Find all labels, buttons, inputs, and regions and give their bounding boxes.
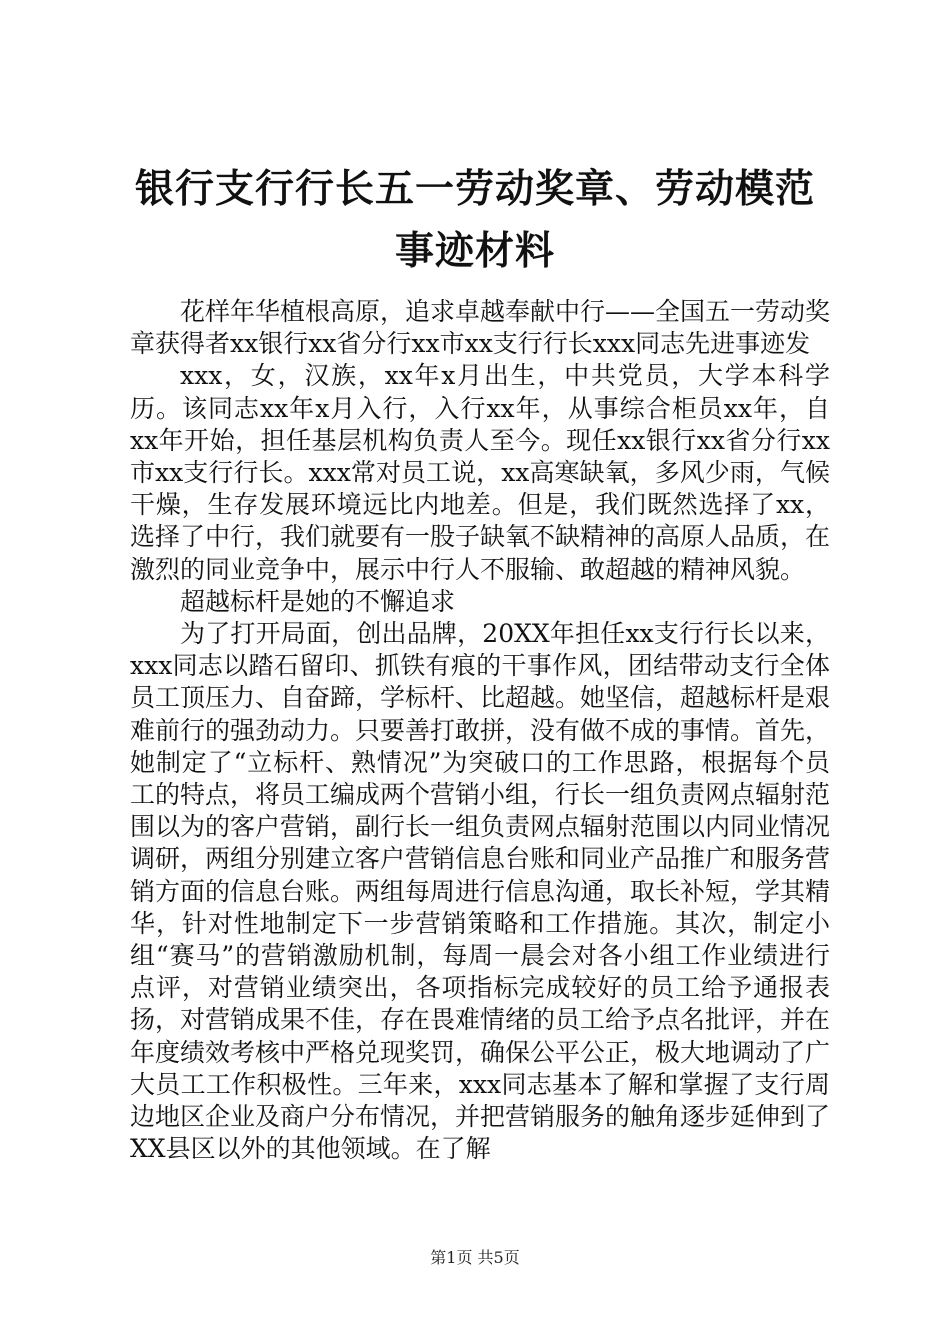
document-title: 银行支行行长五一劳动奖章、劳动模范事迹材料 (134, 166, 815, 274)
page-footer: 第1页 共5页 (430, 1248, 520, 1267)
section-heading: 超越标杆是她的不懈追求 (180, 586, 456, 616)
subtitle-paragraph: 花样年华植根高原，追求卓越奉献中行——全国五一劳动奖章获得者xx银行xx省分行xx市xx支行行长xxx同志先进事迹发 (130, 297, 831, 359)
body-paragraph: 为了打开局面，创出品牌，20XX年担任xx支行行长以来，xxx同志以踏石留印、抓铁有痕的干事作风，团结带动支行全体员工顶压力、自奋蹄，学标杆、比超越。她坚信，超越标杆是艰难前行的强劲动力。只要善打敢拼，没有做不成的事情。首先，她制定了“立标杆、熟情况”为突破口的工作思路，根据每个员工的特点，将员工编成两个营销小组，行长一组负责网点辐射范围以为的客户营销，副行长一组负责网点辐射范围以内同业情况调研，两组分别建立客户营销信息台账和同业产品推广和服务营销方面的信息台账。两组每周进行信息沟通，取长补短，学其精华，针对性地制定下一步营销策略和工作措施。其次，制定小组“赛马”的营销激励机制，每周一晨会对各小组工作业绩进行点评，对营销业绩突出，各项指标完成较好的员工给予通报表扬，对营销成果不佳，存在畏难情绪的员工给予点名批评，并在年度绩效考核中严格兑现奖罚，确保公平公正，极大地调动了广大员工工作积极性。三年来，xxx同志基本了解和掌握了支行周边地区企业及商户分布情况，并把营销服务的触角逐步延伸到了XX县区以外的其他领域。在了解 (130, 619, 831, 1164)
intro-paragraph: xxx，女，汉族，xx年x月出生，中共党员，大学本科学历。该同志xx年x月入行，入行xx年，从事综合柜员xx年，自xx年开始，担任基层机构负责人至今。现任xx银行xx省分行xx市xx支行行长。xxx常对员工说，xx高寒缺氧，多风少雨，气候干燥，生存发展环境远比内地差。但是，我们既然选择了xx，选择了中行，我们就要有一股子缺氧不缺精神的高原人品质，在激烈的同业竞争中，展示中行人不服输、敢超越的精神风貌。 (130, 361, 831, 584)
document-body (130, 296, 830, 1165)
